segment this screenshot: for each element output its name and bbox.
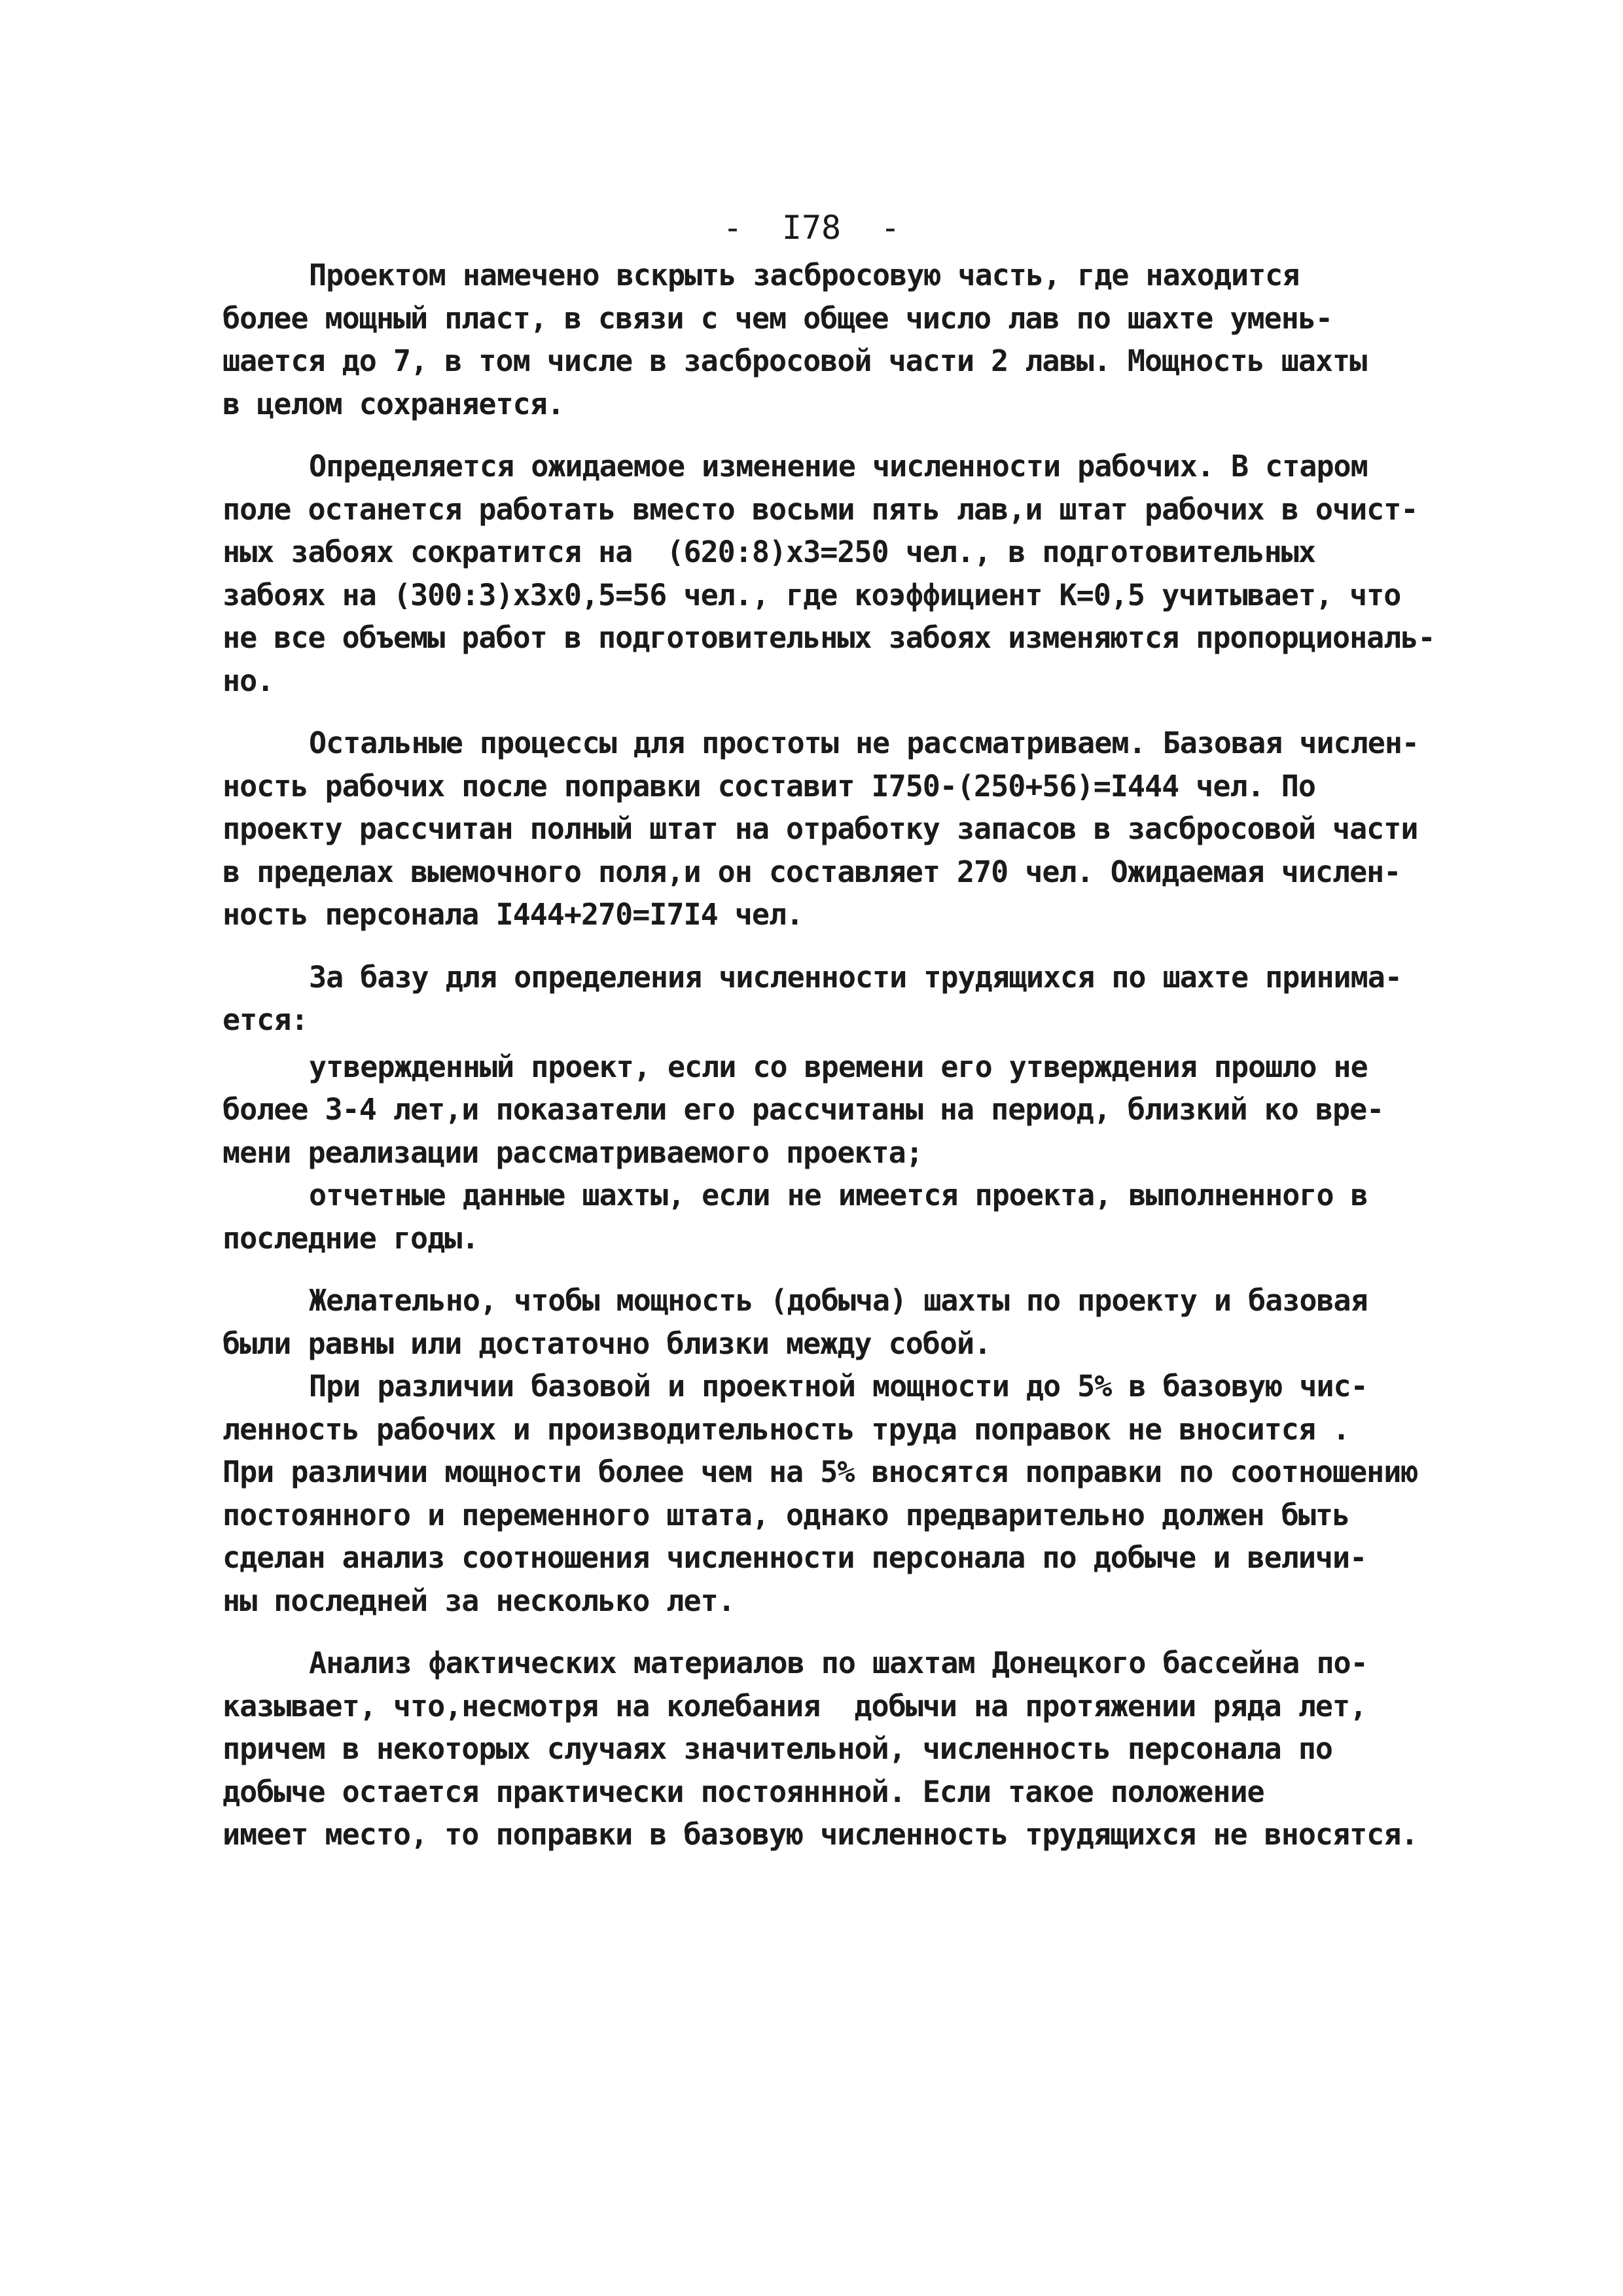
text-line: мени реализации рассматриваемого проекта; <box>223 1135 923 1170</box>
text-line: но. <box>223 663 274 698</box>
text-line: постоянного и переменного штата, однако предварительно должен быть <box>223 1497 1350 1532</box>
text-line: добыче остается практически постояннной. Если такое положение <box>223 1774 1264 1809</box>
text-line: Анализ фактических материалов по шахтам Донецкого бассейна по- <box>309 1646 1368 1680</box>
paragraph <box>223 722 1466 936</box>
text-line: ленность рабочих и производительность труда поправок не вносится . <box>223 1411 1350 1447</box>
text-line: Остальные процессы для простоты не рассматриваем. Базовая числен- <box>309 726 1419 760</box>
text-line: были равны или достаточно близки между собой. <box>223 1326 991 1361</box>
text-line: в целом сохраняется. <box>223 386 564 421</box>
paragraph <box>223 956 1466 1042</box>
text-line: При различии базовой и проектной мощности до 5% в базовую чис- <box>309 1369 1368 1404</box>
paragraph <box>223 1279 1466 1365</box>
paragraph <box>223 1174 1466 1260</box>
text-line: ных забоях сократится на (620:8)x3=250 чел., в подготовительных <box>223 535 1315 569</box>
document-body <box>223 254 1466 1856</box>
paragraph <box>223 1642 1466 1856</box>
paragraph <box>223 445 1466 702</box>
text-line: ны последней за несколько лет. <box>223 1583 735 1618</box>
page-number: - I78 - <box>722 209 901 247</box>
text-line: в пределах выемочного поля,и он составляет 270 чел. Ожидаемая числен- <box>223 854 1401 889</box>
text-line: За базу для определения численности трудящихся по шахте принима- <box>309 959 1402 995</box>
text-line: ность персонала I444+270=I7I4 чел. <box>223 897 804 932</box>
text-line: шается до 7, в том числе в засбросовой части 2 лавы. Мощность шахты <box>223 344 1367 378</box>
text-line: отчетные данные шахты, если не имеется проекта, выполненного в <box>309 1178 1368 1212</box>
text-line: сделан анализ соотношения численности персонала по добыче и величи- <box>223 1540 1367 1575</box>
text-line: последние годы. <box>223 1220 479 1256</box>
text-line: ется: <box>223 1002 308 1037</box>
text-line: проекту рассчитан полный штат на отработку запасов в засбросовой части <box>223 811 1418 846</box>
text-line: имеет место, то поправки в базовую численность трудящихся не вносятся. <box>223 1817 1418 1852</box>
paragraph <box>223 1365 1466 1622</box>
text-line: Проектом намечено вскрыть засбросовую часть, где находится <box>309 258 1300 292</box>
text-line: поле останется работать вместо восьми пять лав,и штат рабочих в очист- <box>223 491 1418 527</box>
paragraph <box>223 254 1466 425</box>
text-line: более мощный пласт, в связи с чем общее число лав по шахте умень- <box>223 300 1332 336</box>
text-line: причем в некоторых случаях значительной, численность персонала по <box>223 1731 1332 1766</box>
text-line: казывает, что,несмотря на колебания добычи на протяжении ряда лет, <box>223 1688 1367 1723</box>
text-line: При различии мощности более чем на 5% вносятся поправки по соотношению <box>223 1455 1418 1489</box>
text-line: Желательно, чтобы мощность (добыча) шахты по проекту и базовая <box>309 1283 1368 1318</box>
text-line: забоях на (300:3)x3x0,5=56 чел., где коэффициент К=0,5 учитывает, что <box>223 577 1401 612</box>
paragraph <box>223 1046 1466 1174</box>
text-line: более 3-4 лет,и показатели его рассчитаны на период, близкий ко вре- <box>223 1092 1384 1127</box>
text-line: Определяется ожидаемое изменение численности рабочих. В старом <box>309 449 1368 484</box>
text-line: утвержденный проект, если со времени его утверждения прошло не <box>309 1049 1368 1084</box>
text-line: ность рабочих после поправки составит I750-(250+56)=I444 чел. По <box>223 768 1315 804</box>
text-line: не все объемы работ в подготовительных забоях изменяются пропорциональ- <box>223 620 1435 655</box>
